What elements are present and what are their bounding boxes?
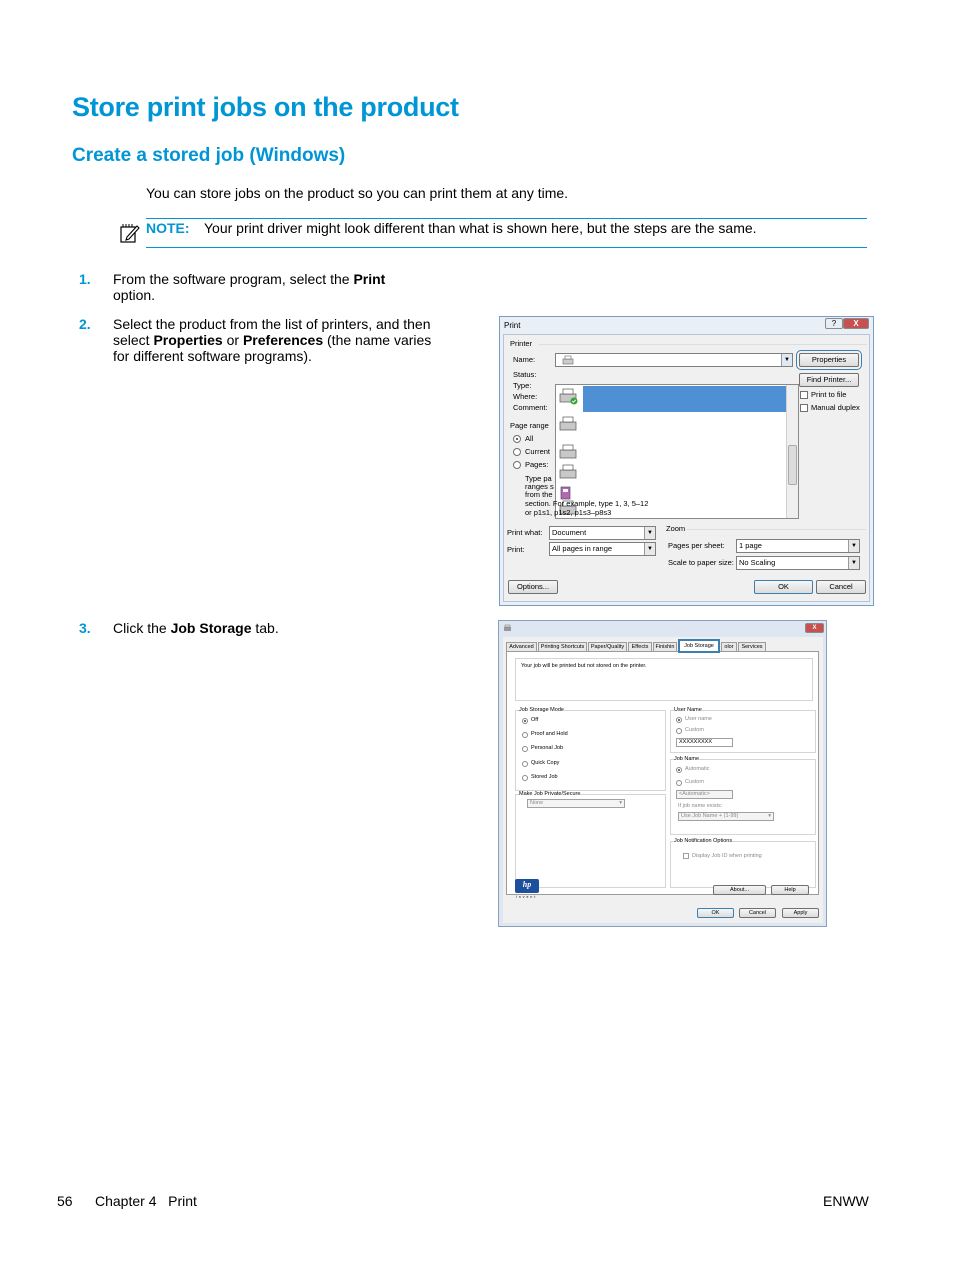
mode-off-radio[interactable] xyxy=(522,718,528,724)
manual-duplex-label: Manual duplex xyxy=(811,403,860,412)
mode-label: Off xyxy=(531,717,539,723)
chevron-down-icon: ▼ xyxy=(644,527,655,539)
ok-button[interactable]: OK xyxy=(697,908,734,918)
note-label: NOTE: xyxy=(146,220,190,236)
page-title: Store print jobs on the product xyxy=(72,92,459,122)
pages-per-sheet-select[interactable]: 1 page ▼ xyxy=(736,539,860,553)
page-range-label: Page range xyxy=(510,421,549,430)
hp-logo: hp xyxy=(515,879,539,893)
dialog-body xyxy=(503,334,870,602)
pages-per-sheet-label: Pages per sheet: xyxy=(668,541,725,550)
user-name-radio[interactable] xyxy=(676,717,682,723)
note-text: Your print driver might look different than what is shown here, but the steps are the same. xyxy=(204,220,757,236)
chevron-down-icon: ▼ xyxy=(848,540,859,552)
printer-icon xyxy=(558,443,580,461)
cancel-button[interactable]: Cancel xyxy=(739,908,776,918)
info-text: Your job will be printed but not stored on the printer. xyxy=(521,663,647,669)
intro-paragraph: You can store jobs on the product so you can print them at any time. xyxy=(146,185,569,201)
info-box xyxy=(515,658,813,701)
user-name-input[interactable]: XXXXXXXXX xyxy=(676,738,733,747)
job-custom-radio[interactable] xyxy=(676,780,682,786)
printer-icon xyxy=(558,387,580,405)
scale-select[interactable]: No Scaling ▼ xyxy=(736,556,860,570)
print-what-label: Print what: xyxy=(507,528,543,537)
printer-icon xyxy=(558,415,580,433)
range-hint-line: from the xyxy=(525,490,553,499)
mode-label: Quick Copy xyxy=(531,760,560,766)
help-button[interactable]: ? xyxy=(825,318,843,329)
apply-button[interactable]: Apply xyxy=(782,908,819,918)
range-hint-line: Type pa xyxy=(525,474,552,483)
ok-button[interactable]: OK xyxy=(754,580,813,594)
step-text: From the software program, select the Print option. xyxy=(113,271,386,303)
job-storage-dialog xyxy=(498,620,827,927)
private-group xyxy=(515,794,666,888)
printer-icon xyxy=(558,463,580,481)
dialog-title: Print xyxy=(504,321,521,330)
document-code: ENWW xyxy=(823,1193,869,1209)
printer-icon xyxy=(562,355,574,365)
step-number: 3. xyxy=(79,620,91,636)
cancel-button[interactable]: Cancel xyxy=(816,580,866,594)
range-pages-radio[interactable] xyxy=(513,461,521,469)
range-example: section. For example, type 1, 3, 5–12 xyxy=(525,499,649,508)
step-number: 1. xyxy=(79,271,91,287)
job-name-title: Job Name xyxy=(674,756,700,762)
range-current-radio[interactable] xyxy=(513,448,521,456)
notification-group xyxy=(670,841,816,888)
print-label: Print: xyxy=(507,545,525,554)
user-name-title: User Name xyxy=(674,707,702,713)
private-select[interactable]: None ▾ xyxy=(527,799,625,808)
close-button[interactable]: X xyxy=(805,623,824,633)
step-text: Click the Job Storage tab. xyxy=(113,620,279,636)
find-printer-button[interactable]: Find Printer... xyxy=(799,373,859,387)
dialog-body xyxy=(503,637,823,923)
print-to-file-checkbox[interactable] xyxy=(800,391,808,399)
chevron-down-icon: ▼ xyxy=(848,557,859,569)
manual-duplex-checkbox[interactable] xyxy=(800,404,808,412)
page-number: 56 xyxy=(57,1193,73,1209)
help-button[interactable]: Help xyxy=(771,885,809,895)
step-number: 2. xyxy=(79,316,91,332)
where-label: Where: xyxy=(513,392,538,401)
tab-effects[interactable]: Effects xyxy=(628,642,652,652)
list-scrollbar[interactable] xyxy=(786,385,798,518)
printer-group-label: Printer xyxy=(510,339,533,348)
status-label: Status: xyxy=(513,370,537,379)
mode-quick-copy-radio[interactable] xyxy=(522,761,528,767)
chevron-down-icon: ▾ xyxy=(619,800,622,806)
job-storage-panel xyxy=(506,651,819,895)
notification-title: Job Notification Options xyxy=(674,838,733,844)
chevron-down-icon: ▼ xyxy=(644,543,655,555)
mode-label: Proof and Hold xyxy=(531,731,568,737)
tab-finishing[interactable]: Finishin xyxy=(653,642,677,652)
mode-label: Stored Job xyxy=(531,774,558,780)
if-exists-label: If job name exists: xyxy=(678,803,723,809)
job-name-option: Custom xyxy=(685,779,704,785)
mode-personal-radio[interactable] xyxy=(522,746,528,752)
options-button[interactable]: Options... xyxy=(508,580,558,594)
range-all-radio[interactable] xyxy=(513,435,521,443)
name-label: Name: xyxy=(513,355,536,364)
notification-label: Display Job ID when printing xyxy=(692,853,762,859)
print-what-select[interactable]: Document ▼ xyxy=(549,526,656,540)
user-name-option: Custom xyxy=(685,727,704,733)
close-button[interactable]: X xyxy=(843,318,869,329)
print-to-file-label: Print to file xyxy=(811,390,847,399)
mode-stored-radio[interactable] xyxy=(522,775,528,781)
zoom-label: Zoom xyxy=(666,524,686,533)
tab-advanced[interactable]: Advanced xyxy=(506,642,537,652)
about-button[interactable]: About... xyxy=(713,885,766,895)
comment-label: Comment: xyxy=(513,403,548,412)
hp-logo-tagline: invent xyxy=(516,895,538,899)
job-name-option: Automatic xyxy=(685,766,710,772)
range-example: or p1s1, p1s2, p1s3–p8s3 xyxy=(525,508,612,517)
printer-name-select[interactable] xyxy=(555,353,793,367)
print-select[interactable]: All pages in range ▼ xyxy=(549,542,656,556)
mode-title: Job Storage Mode xyxy=(519,707,564,713)
range-pages-label: Pages: xyxy=(525,460,549,469)
range-all-label: All xyxy=(525,434,534,443)
chevron-down-icon: ▾ xyxy=(768,813,771,819)
properties-button[interactable]: Properties xyxy=(799,353,859,367)
job-name-input[interactable]: <Automatic> xyxy=(676,790,733,799)
notification-checkbox[interactable] xyxy=(683,853,689,859)
tab-printing-shortcuts[interactable]: Printing Shortcuts xyxy=(538,642,587,652)
note-icon xyxy=(119,222,141,244)
range-hint-line: ranges s xyxy=(525,482,554,491)
if-exists-select[interactable]: Use Job Name + (1-99) ▾ xyxy=(678,812,774,821)
tab-color[interactable]: olor xyxy=(721,642,737,652)
chapter-title: Chapter 4 Print xyxy=(95,1193,197,1209)
user-custom-radio[interactable] xyxy=(676,728,682,734)
user-name-option: User name xyxy=(685,716,712,722)
tab-services[interactable]: Services xyxy=(738,642,766,652)
print-dialog xyxy=(499,316,874,606)
mode-proof-radio[interactable] xyxy=(522,732,528,738)
printer-icon xyxy=(503,624,512,632)
range-current-label: Current xyxy=(525,447,551,456)
section-title: Create a stored job (Windows) xyxy=(72,145,346,166)
step-text: Select the product from the list of printers, and then select Properties or Preferences (the name varies for different software programs). xyxy=(113,316,432,364)
mode-label: Personal Job xyxy=(531,745,564,751)
scale-label: Scale to paper size: xyxy=(668,558,734,567)
chevron-down-icon: ▼ xyxy=(781,354,792,366)
selected-printer-row[interactable] xyxy=(583,386,786,412)
tab-paper-quality[interactable]: Paper/Quality xyxy=(588,642,627,652)
note-box xyxy=(146,218,867,248)
scrollbar-thumb[interactable] xyxy=(788,445,797,485)
job-automatic-radio[interactable] xyxy=(676,767,682,773)
tab-job-storage[interactable]: Job Storage xyxy=(678,639,720,653)
private-title: Make Job Private/Secure xyxy=(519,791,581,797)
type-label: Type: xyxy=(513,381,532,390)
